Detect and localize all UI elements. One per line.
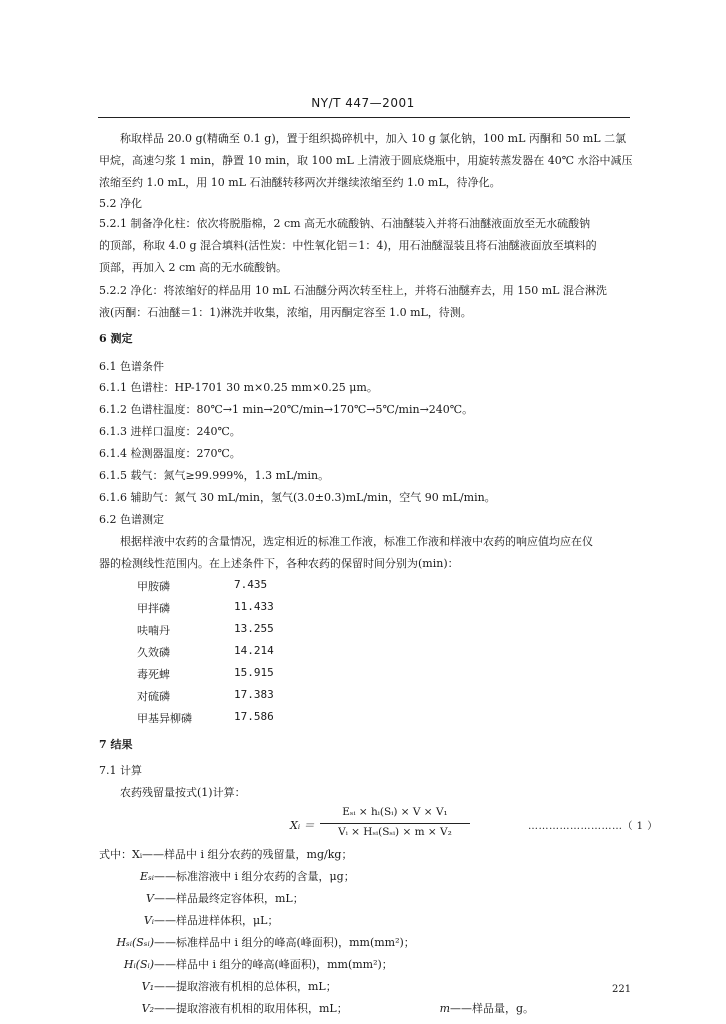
def-row (108, 912, 278, 928)
retention-name: 甲胺磷 (137, 580, 170, 593)
def-text: ——样品进样体积，μL； (154, 914, 279, 927)
intro-line: 浓缩至约 1.0 mL，用 10 mL 石油醚转移两次并继续浓缩至约 1.0 mL，待净化。 (99, 176, 501, 189)
retention-value: 17.586 (234, 710, 274, 723)
condition-item: 6.1.4 检测器温度：270℃。 (99, 447, 241, 460)
section-6-1-heading: 6.1 色谱条件 (99, 360, 164, 373)
retention-name: 久效磷 (137, 646, 170, 659)
formula-numerator: Eₛᵢ × hᵢ(Sᵢ) × V × V₁ (342, 806, 448, 818)
page-number: 221 (612, 984, 632, 995)
retention-value: 17.383 (234, 688, 274, 701)
def-row (108, 978, 337, 994)
section-6-2-line: 根据样液中农药的含量情况，选定相近的标准工作液，标准工作液和样液中农药的响应值均应在仪 (120, 535, 593, 548)
formula-denominator: Vᵢ × Hₛᵢ(Sₛᵢ) × m × V₂ (338, 826, 452, 838)
section-5-2-1-line: 的顶部，称取 4.0 g 混合填料(活性炭：中性氧化铝＝1：4)，用石油醚湿装且将石油醚液面放至填料的 (99, 239, 597, 252)
retention-value: 14.214 (234, 644, 274, 657)
section-5-2-2-line: 液(丙酮：石油醚＝1：1)淋洗并收集，浓缩，用丙酮定容至 1.0 mL，待测。 (99, 306, 472, 319)
def-symbol: Hₛᵢ(Sₛᵢ) (116, 936, 154, 949)
condition-item: 6.1.1 色谱柱：HP-1701 30 m×0.25 mm×0.25 μm。 (99, 381, 378, 394)
document-header: NY/T 447—2001 (311, 96, 415, 110)
intro-line: 甲烷，高速匀浆 1 min，静置 10 min，取 100 mL 上清液于圆底烧瓶中，用旋转蒸发器在 40℃ 水浴中减压 (99, 154, 633, 167)
def-text: ——样品最终定容体积，mL； (154, 892, 304, 905)
def-symbol: V (146, 892, 154, 905)
section-5-2-1-line: 顶部，再加入 2 cm 高的无水硫酸钠。 (99, 261, 288, 274)
where-first: 式中：Xᵢ——样品中 i 组分农药的残留量，mg/kg； (99, 848, 353, 861)
retention-value: 13.255 (234, 622, 274, 635)
condition-item: 6.1.3 进样口温度：240℃。 (99, 425, 241, 438)
formula-intro: 农药残留量按式(1)计算： (120, 786, 246, 799)
def-symbol: Hᵢ(Sᵢ) (123, 958, 154, 971)
def-symbol: V₂ (141, 1002, 154, 1015)
retention-value: 11.433 (234, 600, 274, 613)
def-symbol: Eₛᵢ (140, 870, 154, 883)
section-7-1-heading: 7.1 计算 (99, 764, 142, 777)
def-text: ——提取溶液有机相的总体积，mL； (154, 980, 337, 993)
retention-value: 7.435 (234, 578, 268, 591)
def-row (108, 1000, 348, 1016)
equation-number: ………………………（ 1 ） (528, 821, 658, 832)
section-6-2-heading: 6.2 色谱测定 (99, 513, 164, 526)
intro-line: 称取样品 20.0 g(精确至 0.1 g)，置于组织捣碎机中，加入 10 g 氯化钠，100 mL 丙酮和 50 mL 二氯 (120, 132, 627, 145)
def-text: ——提取溶液有机相的取用体积，mL； (154, 1002, 348, 1015)
header-rule (98, 117, 630, 118)
section-5-2-2-line: 5.2.2 净化：将浓缩好的样品用 10 mL 石油醚分两次转至柱上，并将石油醚弃去，用 150 mL 混合淋洗 (99, 284, 607, 297)
fraction-bar (320, 823, 470, 824)
retention-name: 毒死蜱 (137, 668, 170, 681)
def-row (436, 1000, 534, 1016)
formula-lhs: Xᵢ ＝ (290, 819, 315, 832)
section-7-heading: 7 结果 (99, 738, 133, 751)
condition-item: 6.1.6 辅助气：氮气 30 mL/min，氢气(3.0±0.3)mL/min，空气 90 mL/min。 (99, 491, 496, 504)
condition-item: 6.1.5 载气：氮气≥99.999%，1.3 mL/min。 (99, 469, 330, 482)
def-row (108, 868, 355, 884)
def-symbol: m (439, 1002, 450, 1015)
retention-name: 甲基异柳磷 (137, 712, 192, 725)
retention-name: 呋喃丹 (137, 624, 170, 637)
retention-name: 甲拌磷 (137, 602, 170, 615)
retention-value: 15.915 (234, 666, 274, 679)
section-6-2-line: 器的检测线性范围内。在上述条件下，各种农药的保留时间分别为(min)： (99, 557, 459, 570)
def-text: ——样品量，g。 (450, 1002, 535, 1015)
def-text: ——标准样品中 i 组分的峰高(峰面积)，mm(mm²)； (154, 936, 415, 949)
def-row (108, 890, 304, 906)
def-row (82, 934, 415, 950)
retention-name: 对硫磷 (137, 690, 170, 703)
section-5-2-heading: 5.2 净化 (99, 197, 142, 210)
def-symbol: V₁ (141, 980, 154, 993)
section-6-heading: 6 测定 (99, 332, 133, 345)
section-5-2-1-line: 5.2.1 制备净化柱：依次将脱脂棉，2 cm 高无水硫酸钠、石油醚装入并将石油醚液面放至无水硫酸钠 (99, 217, 591, 230)
def-text: ——样品中 i 组分的峰高(峰面积)，mm(mm²)； (154, 958, 393, 971)
def-row (82, 956, 393, 972)
def-text: ——标准溶液中 i 组分农药的含量，μg； (154, 870, 355, 883)
formula (290, 806, 470, 842)
condition-item: 6.1.2 色谱柱温度：80℃→1 min→20℃/min→170℃→5℃/min→240℃。 (99, 403, 474, 416)
def-symbol: Vᵢ (143, 914, 154, 927)
